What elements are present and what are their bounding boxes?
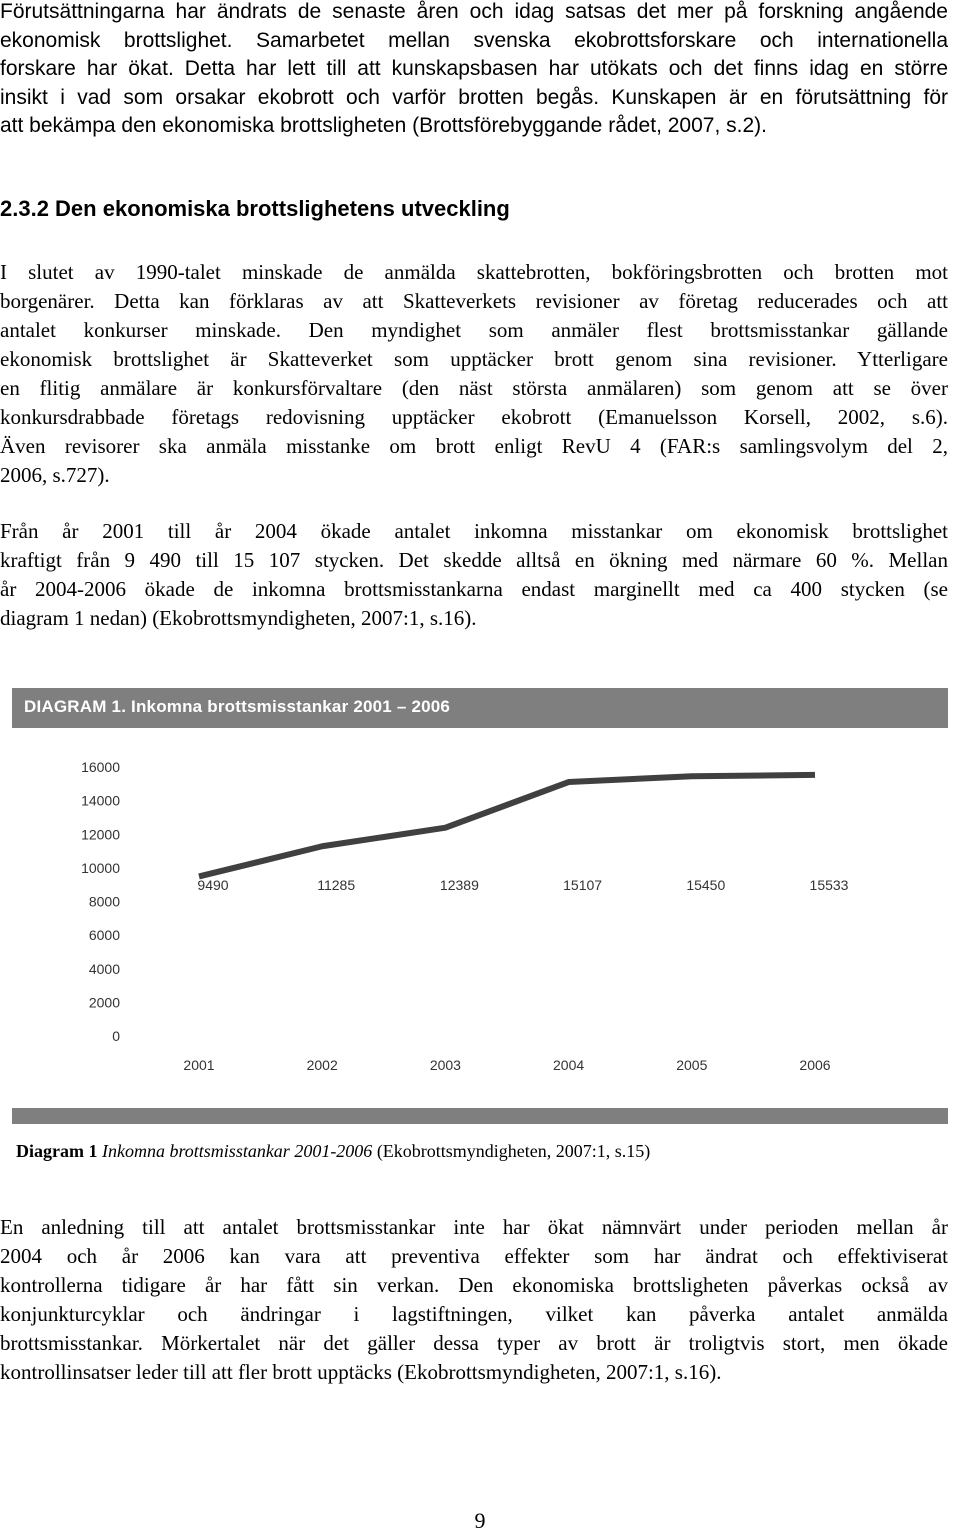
x-tick-label: 2005 [676,1057,708,1073]
y-tick-label: 2000 [88,994,120,1011]
intro-paragraph [0,0,948,143]
text-line: Förutsättningarna har ändrats de senaste åren och idag satsas det mer på forskning angående [0,0,948,23]
chart-header [12,688,948,728]
text-line: antalet konkurser minskade. Den myndighet som anmäler flest brottsmisstankar gällande [0,318,948,342]
data-label: 15107 [563,877,603,893]
y-tick-label: 14000 [81,792,120,809]
text-line: konkursdrabbade företags redovisning upptäcker ekobrott (Emanuelsson Korsell, 2002, s.6). [0,405,948,429]
caption-source: (Ekobrottsmyndigheten, 2007:1, s.15) [376,1141,651,1161]
text-line: ekonomisk brottslighet är Skatteverket som upptäcker brott genom sina revisioner. Ytterligare [0,347,948,371]
x-tick-label: 2002 [306,1057,338,1073]
caption-title: Inkomna brottsmisstankar 2001-2006 [101,1141,373,1161]
text-line: konjunkturcyklar och ändringar i lagstiftningen, vilket kan påverka antalet anmälda [0,1302,948,1326]
figure-caption [16,1141,650,1162]
data-label: 15533 [809,877,849,893]
data-label: 15450 [686,877,726,893]
text-line: 2004 och år 2006 kan vara att preventiva effekter som har ändrat och effektiviserat [0,1244,948,1268]
text-line: En anledning till att antalet brottsmisstankar inte har ökat nämnvärt under perioden mellan år [0,1215,948,1239]
chart-footer-bar [12,1108,948,1124]
text-line: insikt i vad som orsakar ekobrott och varför brotten begås. Kunskapen är en förutsättning för [0,85,948,109]
text-line: borgenärer. Detta kan förklaras av att Skatteverkets revisioner av företag reducerades och att [0,289,948,313]
y-tick-label: 6000 [88,927,120,944]
text-line: Från år 2001 till år 2004 ökade antalet inkomna misstankar om ekonomisk brottslighet [0,519,948,543]
y-tick-label: 16000 [81,759,120,775]
text-line: forskare har ökat. Detta har lett till att kunskapsbasen har utökats och det finns idag en större [0,57,948,80]
x-tick-label: 2003 [429,1057,461,1073]
line-chart [12,728,948,1108]
chart-svg [12,728,948,1108]
page-number: 9 [474,1508,486,1533]
text-line: kontrollinsatser leder till att fler brott upptäcks (Ekobrottsmyndigheten, 2007:1, s.16). [0,1360,722,1384]
y-tick-label: 8000 [88,893,120,910]
increase-paragraph [0,519,948,635]
text-line: I slutet av 1990-talet minskade de anmälda skattebrotten, bokföringsbrotten och brotten mot [0,260,948,284]
conclusion-paragraph [0,1215,948,1389]
y-tick-label: 4000 [88,960,120,977]
data-label: 12389 [439,877,479,893]
text-line: att bekämpa den ekonomiska brottsligheten (Brottsförebyggande rådet, 2007, s.2). [0,114,767,137]
text-line: diagram 1 nedan) (Ekobrottsmyndigheten, 2007:1, s.16). [0,606,477,630]
text-line: kraftigt från 9 490 till 15 107 stycken. Det skedde alltså en ökning med närmare 60 %. Mellan [0,548,948,572]
x-tick-label: 2006 [799,1057,831,1073]
y-tick-label: 10000 [81,859,120,876]
section-heading: 2.3.2 Den ekonomiska brottslighetens utveckling [0,196,510,221]
series-line [199,775,815,877]
text-line: kontrollerna tidigare år har fått sin verkan. Den ekonomiska brottsligheten påverkas också av [0,1273,948,1297]
chart-title: DIAGRAM 1. Inkomna brottsmisstankar 2001 – 2006 [24,697,451,716]
text-line: brottsmisstankar. Mörkertalet när det gäller dessa typer av brott är troligtvis stort, men ökade [0,1331,948,1355]
y-tick-label: 12000 [81,826,120,843]
text-line: en flitig anmälare är konkursförvaltare (den näst största anmälaren) som genom att se över [0,376,948,400]
caption-label: Diagram 1 [16,1141,98,1161]
development-paragraph [0,260,948,492]
data-label: 11285 [317,877,356,893]
text-line: Även revisorer ska anmäla misstanke om brott enligt RevU 4 (FAR:s samlingsvolym del 2, [0,434,948,458]
data-label: 9490 [197,877,229,893]
y-tick-label: 0 [112,1028,120,1044]
x-tick-label: 2004 [553,1057,585,1073]
text-line: 2006, s.727). [0,463,110,487]
x-tick-label: 2001 [183,1057,215,1073]
text-line: år 2004-2006 ökade de inkomna brottsmisstankarna endast marginellt med ca 400 stycken (se [0,577,948,601]
text-line: ekonomisk brottslighet. Samarbetet mellan svenska ekobrottsforskare och internationella [0,28,948,52]
